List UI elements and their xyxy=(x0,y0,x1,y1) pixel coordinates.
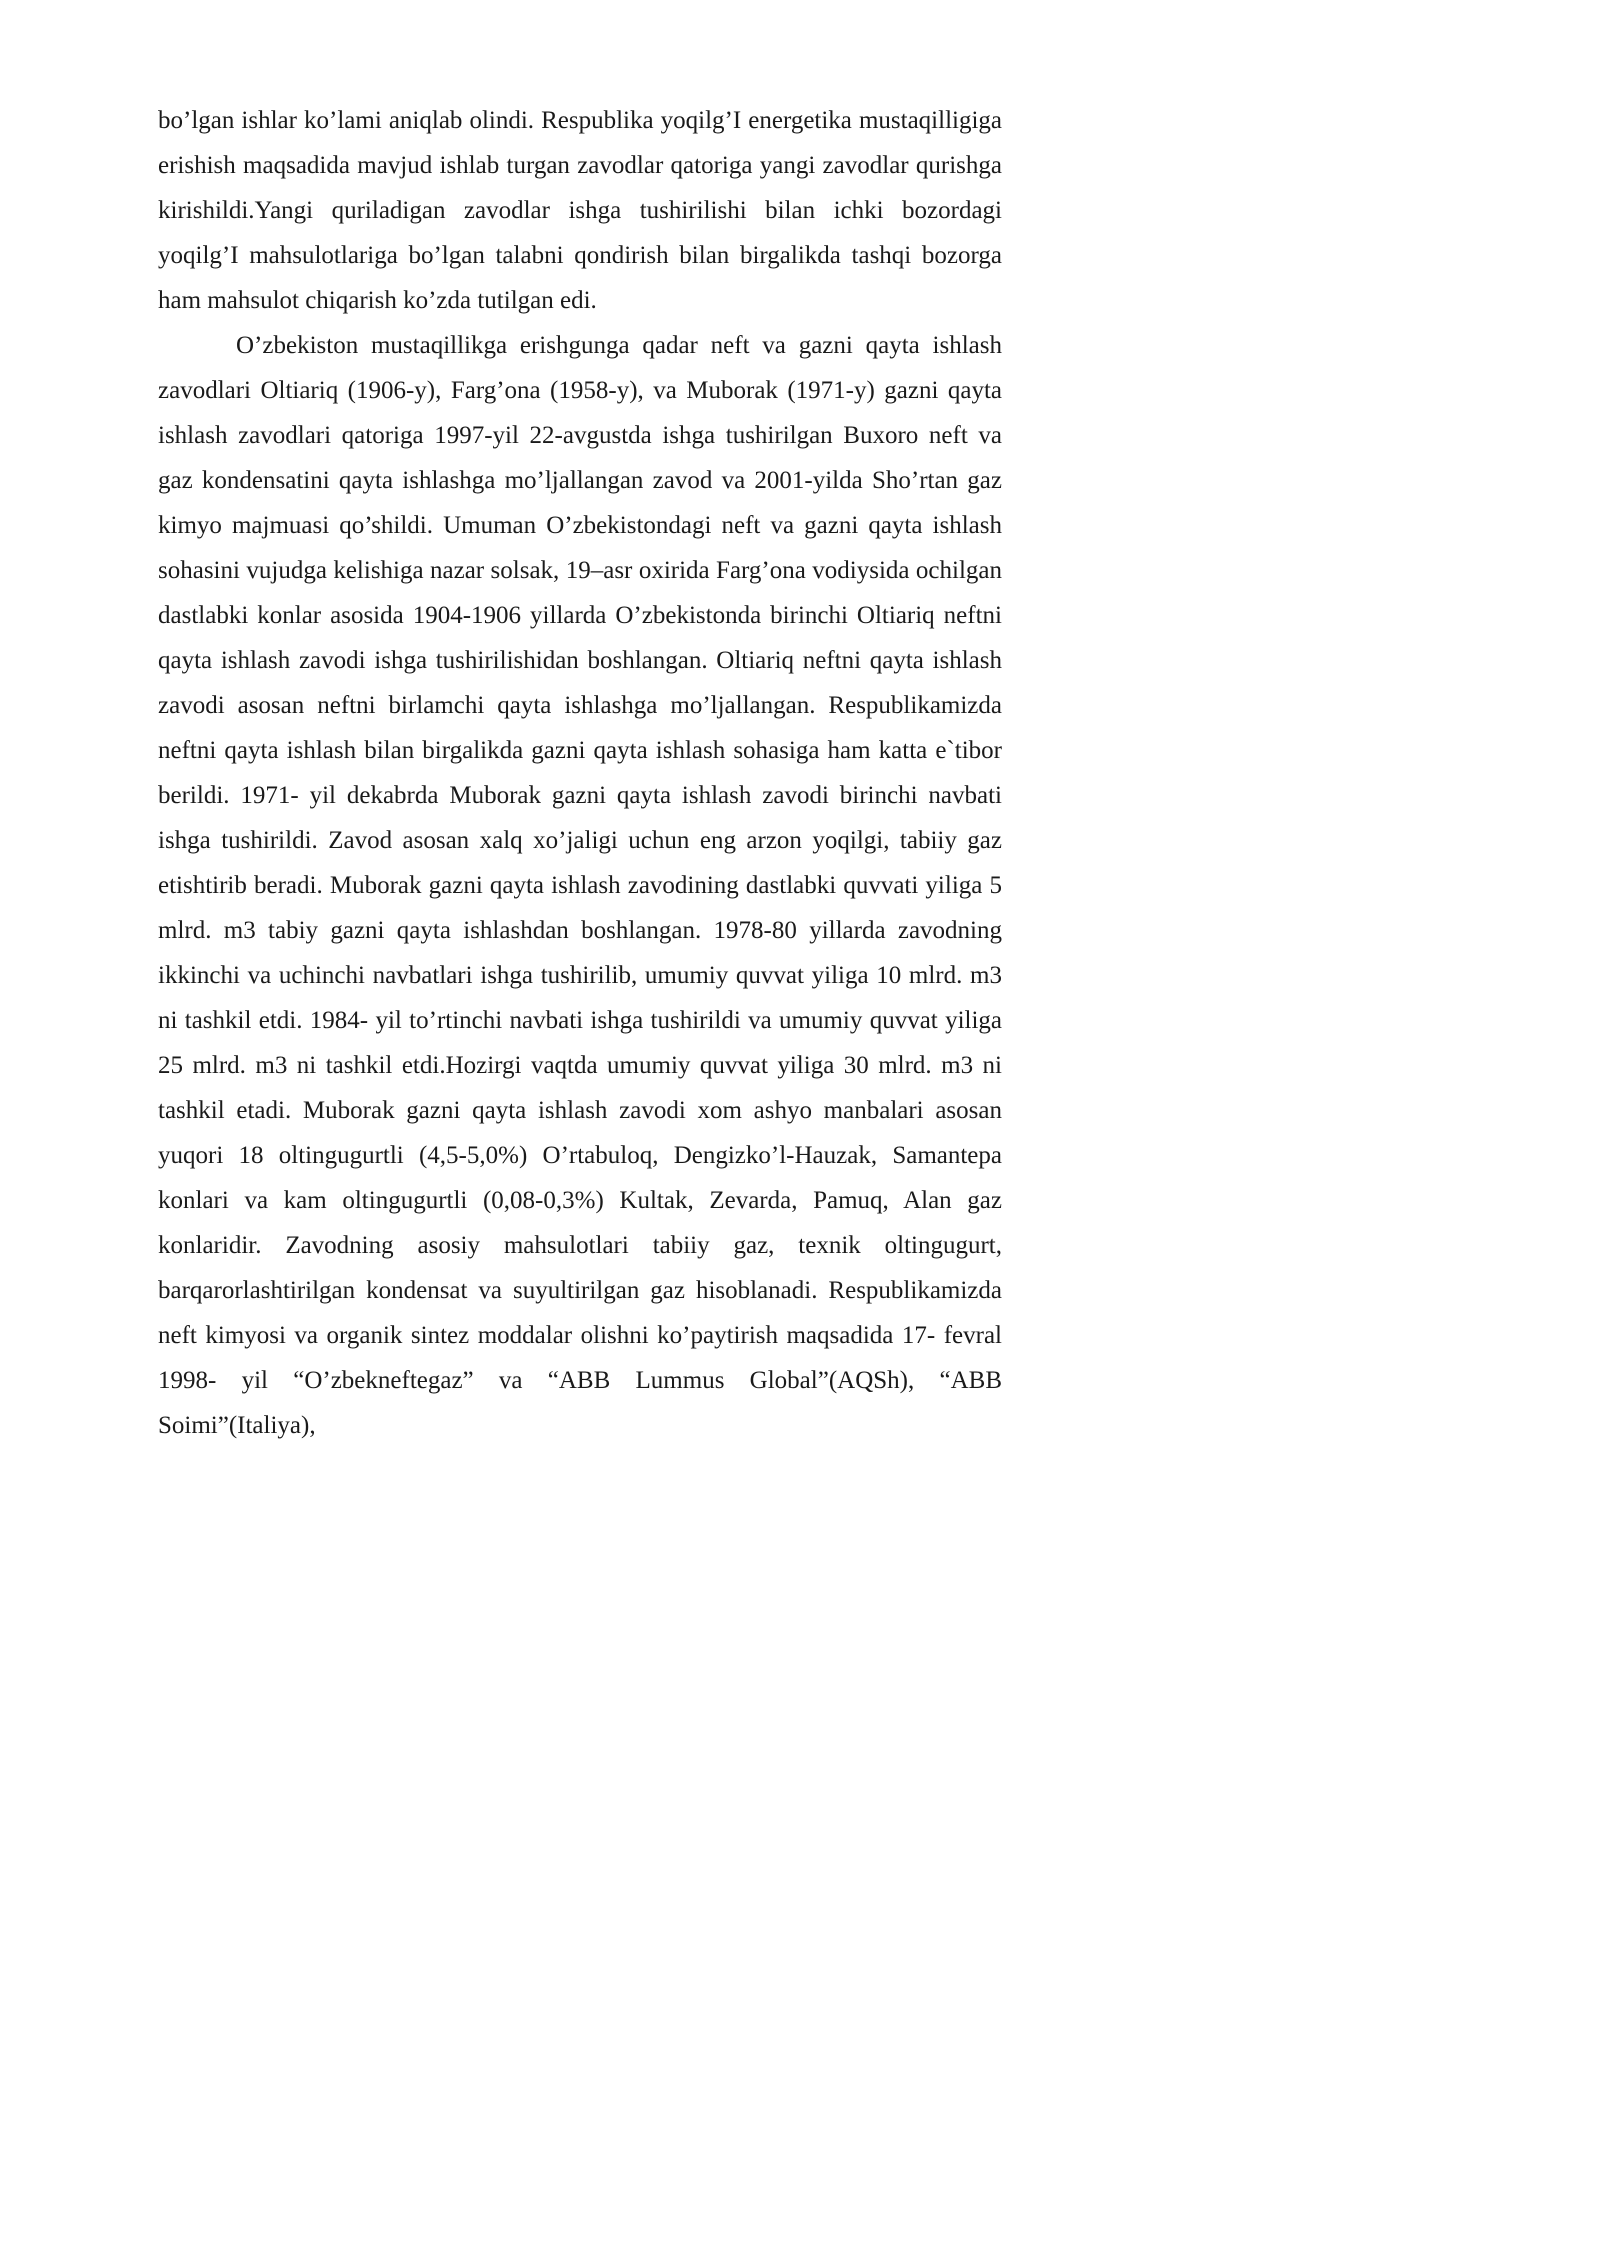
paragraph-1: bo’lgan ishlar ko’lami aniqlab olindi. Respublika yoqilg’I energetika mustaqilligiga erishish maqsadida mavjud ishlab turgan zavodlar qatoriga yangi zavodlar qurishga kirishildi.Yangi quriladigan zavodlar ishga tushirilishi bilan ichki bozordagi yoqilg’I mahsulotlariga bo’lgan talabni qondirish bilan birgalikda tashqi bozorga ham mahsulot chiqarish ko’zda tutilgan edi. xyxy=(158,107,1002,314)
document-page xyxy=(158,98,1002,1448)
paragraph-2: O’zbekiston mustaqillikga erishgunga qadar neft va gazni qayta ishlash zavodlari Oltiariq (1906-y), Farg’ona (1958-y), va Muborak (1971-y) gazni qayta ishlash zavodlari qatoriga 1997-yil 22-avgustda ishga tushirilgan Buxoro neft va gaz kondensatini qayta ishlashga mo’ljallangan zavod va 2001-yilda Sho’rtan gaz kimyo majmuasi qo’shildi. Umuman O’zbekistondagi neft va gazni qayta ishlash sohasini vujudga kelishiga nazar solsak, 19–asr oxirida Farg’ona vodiysida ochilgan dastlabki konlar asosida 1904-1906 yillarda O’zbekistonda birinchi Oltiariq neftni qayta ishlash zavodi ishga tushirilishidan boshlangan. Oltiariq neftni qayta ishlash zavodi asosan neftni birlamchi qayta ishlashga mo’ljallangan. Respublikamizda neftni qayta ishlash bilan birgalikda gazni qayta ishlash sohasiga ham katta e`tibor berildi. 1971- yil dekabrda Muborak gazni qayta ishlash zavodi birinchi navbati ishga tushirildi. Zavod asosan xalq xo’jaligi uchun eng arzon yoqilgi, tabiiy gaz etishtirib beradi. Muborak gazni qayta ishlash zavodining dastlabki quvvati yiliga 5 mlrd. m3 tabiy gazni qayta ishlashdan boshlangan. 1978-80 yillarda zavodning ikkinchi va uchinchi navbatlari ishga tushirilib, umumiy quvvat yiliga 10 mlrd. m3 ni tashkil etdi. 1984- yil to’rtinchi navbati ishga tushirildi va umumiy quvvat yiliga 25 mlrd. m3 ni tashkil etdi.Hozirgi vaqtda umumiy quvvat yiliga 30 mlrd. m3 ni tashkil etadi. Muborak gazni qayta ishlash zavodi xom ashyo manbalari asosan yuqori 18 oltingugurtli (4,5-5,0%) O’rtabuloq, Dengizko’l-Hauzak, Samantepa konlari va kam oltingugurtli (0,08-0,3%) Kultak, Zevarda, Pamuq, Alan gaz konlaridir. Zavodning asosiy mahsulotlari tabiiy gaz, texnik oltingugurt, barqarorlashtirilgan kondensat va suyultirilgan gaz hisoblanadi. Respublikamizda neft kimyosi va organik sintez moddalar olishni ko’paytirish maqsadida 17- fevral 1998- yil “O’zbekneftegaz” va “ABB Lummus Global”(AQSh), “ABB Soimi”(Italiya), xyxy=(158,332,1002,1439)
